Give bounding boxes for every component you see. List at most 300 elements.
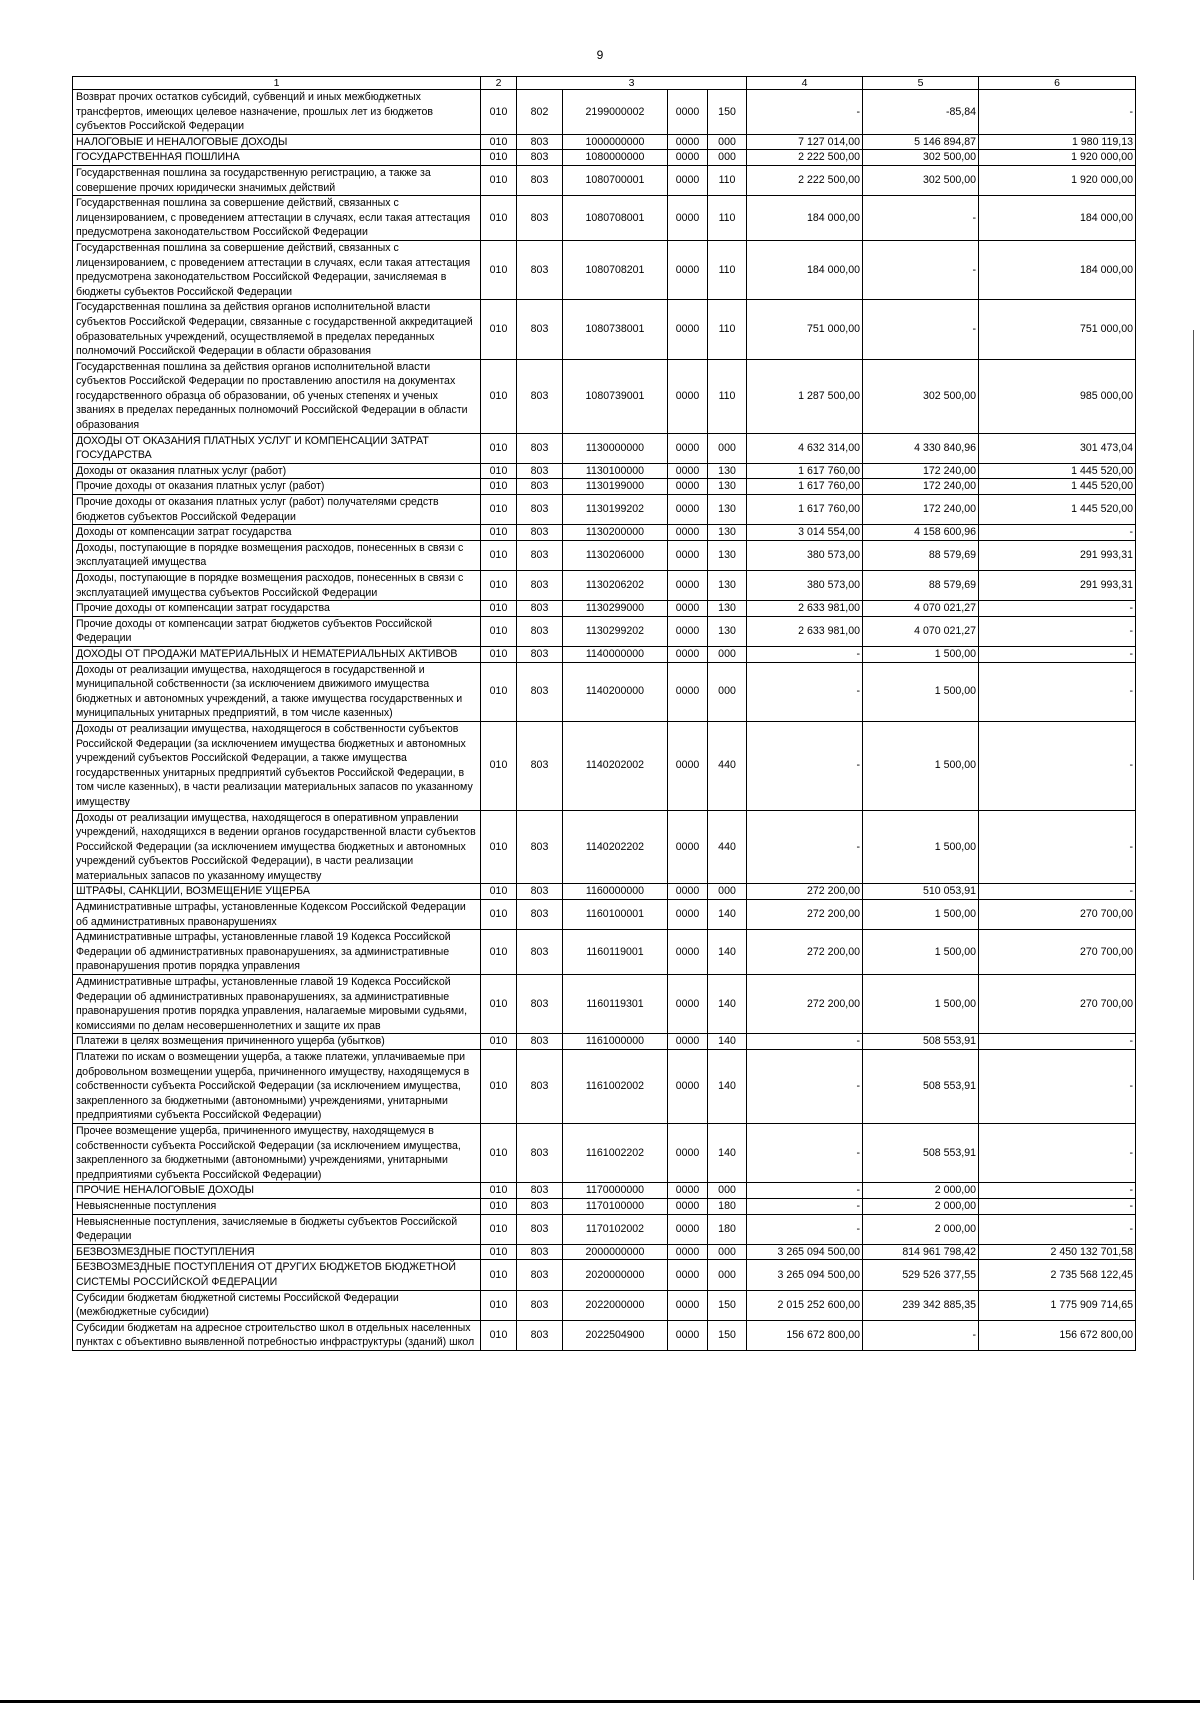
row-code-6-cell: 150 <box>708 1290 747 1320</box>
row-value-4-cell: - <box>747 1123 863 1182</box>
row-name-cell: БЕЗВОЗМЕЗДНЫЕ ПОСТУПЛЕНИЯ ОТ ДРУГИХ БЮДЖЕТОВ БЮДЖЕТНОЙ СИСТЕМЫ РОССИЙСКОЙ ФЕДЕРАЦИИ <box>73 1260 481 1290</box>
row-code-3-cell: 803 <box>517 1123 563 1182</box>
row-code-3-cell: 803 <box>517 196 563 241</box>
row-value-6-cell: 1 920 000,00 <box>979 165 1136 195</box>
row-code-5-cell: 0000 <box>668 1244 708 1260</box>
row-code-5-cell: 0000 <box>668 433 708 463</box>
row-value-5-cell: 4 070 021,27 <box>863 616 979 646</box>
row-name-cell: Государственная пошлина за действия органов исполнительной власти субъектов Российской Федерации по проставлению апостиля на документах государственного образца об образовании, об ученых степенях и ученых званиях в пределах переданных полномочий Российской Федерации в области образования <box>73 359 481 433</box>
row-value-6-cell: - <box>979 1123 1136 1182</box>
row-code-2-cell: 010 <box>481 616 517 646</box>
row-code-6-cell: 000 <box>708 662 747 721</box>
table-row <box>73 975 1136 1034</box>
row-code-3-cell: 803 <box>517 1214 563 1244</box>
row-code-2-cell: 010 <box>481 479 517 495</box>
row-code-6-cell: 000 <box>708 1260 747 1290</box>
table-row <box>73 90 1136 135</box>
row-code-5-cell: 0000 <box>668 1198 708 1214</box>
row-code-2-cell: 010 <box>481 463 517 479</box>
row-code-3-cell: 803 <box>517 134 563 150</box>
row-name-cell: Возврат прочих остатков субсидий, субвенций и иных межбюджетных трансфертов, имеющих целевое назначение, прошлых лет из бюджетов субъектов Российской Федерации <box>73 90 481 135</box>
row-code-5-cell: 0000 <box>668 1123 708 1182</box>
row-code-6-cell: 110 <box>708 165 747 195</box>
row-code-4-cell: 1130299202 <box>563 616 668 646</box>
row-value-6-cell: - <box>979 1050 1136 1124</box>
row-code-3-cell: 802 <box>517 90 563 135</box>
row-code-4-cell: 1140000000 <box>563 646 668 662</box>
row-code-3-cell: 803 <box>517 900 563 930</box>
row-name-cell: ПРОЧИЕ НЕНАЛОГОВЫЕ ДОХОДЫ <box>73 1183 481 1199</box>
table-row <box>73 165 1136 195</box>
row-name-cell: БЕЗВОЗМЕЗДНЫЕ ПОСТУПЛЕНИЯ <box>73 1244 481 1260</box>
row-code-5-cell: 0000 <box>668 601 708 617</box>
row-value-5-cell: - <box>863 300 979 359</box>
row-value-6-cell: 270 700,00 <box>979 975 1136 1034</box>
row-name-cell: НАЛОГОВЫЕ И НЕНАЛОГОВЫЕ ДОХОДЫ <box>73 134 481 150</box>
row-code-4-cell: 1140202202 <box>563 810 668 884</box>
row-code-4-cell: 1130200000 <box>563 525 668 541</box>
row-value-5-cell: 1 500,00 <box>863 662 979 721</box>
row-code-5-cell: 0000 <box>668 1214 708 1244</box>
row-code-5-cell: 0000 <box>668 150 708 166</box>
row-value-5-cell: 1 500,00 <box>863 721 979 810</box>
row-name-cell: Прочие доходы от оказания платных услуг (работ) <box>73 479 481 495</box>
row-value-5-cell: 508 553,91 <box>863 1050 979 1124</box>
row-value-4-cell: - <box>747 1214 863 1244</box>
row-value-6-cell: - <box>979 721 1136 810</box>
header-cell-col6: 6 <box>979 77 1136 90</box>
row-code-3-cell: 803 <box>517 1198 563 1214</box>
row-code-6-cell: 140 <box>708 900 747 930</box>
row-value-5-cell: 302 500,00 <box>863 165 979 195</box>
row-code-4-cell: 1080708001 <box>563 196 668 241</box>
row-name-cell: ГОСУДАРСТВЕННАЯ ПОШЛИНА <box>73 150 481 166</box>
header-cell-col4: 4 <box>747 77 863 90</box>
row-value-4-cell: 1 617 760,00 <box>747 479 863 495</box>
row-code-4-cell: 2020000000 <box>563 1260 668 1290</box>
row-code-6-cell: 440 <box>708 810 747 884</box>
row-code-5-cell: 0000 <box>668 646 708 662</box>
row-code-4-cell: 1130199000 <box>563 479 668 495</box>
row-code-6-cell: 110 <box>708 240 747 299</box>
row-value-5-cell: 4 330 840,96 <box>863 433 979 463</box>
row-value-4-cell: 272 200,00 <box>747 884 863 900</box>
row-value-6-cell: - <box>979 601 1136 617</box>
row-code-3-cell: 803 <box>517 1050 563 1124</box>
row-code-3-cell: 803 <box>517 601 563 617</box>
row-name-cell: Платежи по искам о возмещении ущерба, а также платежи, уплачиваемые при добровольном возмещении ущерба, причиненного имуществу, находящемуся в собственности субъекта Российской Федерации (за исключением имущества, закрепленного за бюджетными (автономными) учреждениями, унитарными предприятиями субъекта Российской Федерации) <box>73 1050 481 1124</box>
row-code-2-cell: 010 <box>481 571 517 601</box>
row-name-cell: Невыясненные поступления <box>73 1198 481 1214</box>
table-row <box>73 662 1136 721</box>
row-value-5-cell: 1 500,00 <box>863 646 979 662</box>
row-code-6-cell: 000 <box>708 646 747 662</box>
row-code-2-cell: 010 <box>481 884 517 900</box>
row-code-5-cell: 0000 <box>668 1290 708 1320</box>
row-code-3-cell: 803 <box>517 463 563 479</box>
row-code-4-cell: 1160100001 <box>563 900 668 930</box>
row-code-5-cell: 0000 <box>668 495 708 525</box>
row-name-cell: Невыясненные поступления, зачисляемые в бюджеты субъектов Российской Федерации <box>73 1214 481 1244</box>
row-code-2-cell: 010 <box>481 810 517 884</box>
row-value-5-cell: 1 500,00 <box>863 975 979 1034</box>
row-code-3-cell: 803 <box>517 646 563 662</box>
table-row <box>73 616 1136 646</box>
row-code-2-cell: 010 <box>481 930 517 975</box>
row-name-cell: Доходы от реализации имущества, находящегося в оперативном управлении учреждений, находящихся в ведении органов государственной власти субъектов Российской Федерации (за исключением имущества бюджетных и автономных учреждений субъектов Российской Федерации), в части реализации материальных запасов по указанному имуществу <box>73 810 481 884</box>
row-value-5-cell: 172 240,00 <box>863 463 979 479</box>
row-value-5-cell: - <box>863 1320 979 1350</box>
row-code-2-cell: 010 <box>481 495 517 525</box>
table-row <box>73 134 1136 150</box>
row-code-4-cell: 1161002202 <box>563 1123 668 1182</box>
row-code-6-cell: 180 <box>708 1214 747 1244</box>
table-row <box>73 359 1136 433</box>
row-value-6-cell: 2 735 568 122,45 <box>979 1260 1136 1290</box>
row-value-5-cell: 5 146 894,87 <box>863 134 979 150</box>
row-value-4-cell: - <box>747 1183 863 1199</box>
row-name-cell: Доходы, поступающие в порядке возмещения расходов, понесенных в связи с эксплуатацией имущества <box>73 540 481 570</box>
row-code-4-cell: 1160119301 <box>563 975 668 1034</box>
row-code-5-cell: 0000 <box>668 1034 708 1050</box>
row-value-6-cell: 291 993,31 <box>979 540 1136 570</box>
row-code-2-cell: 010 <box>481 1244 517 1260</box>
row-code-2-cell: 010 <box>481 1260 517 1290</box>
row-code-2-cell: 010 <box>481 150 517 166</box>
row-code-2-cell: 010 <box>481 975 517 1034</box>
row-code-5-cell: 0000 <box>668 196 708 241</box>
row-code-6-cell: 130 <box>708 463 747 479</box>
row-code-3-cell: 803 <box>517 1183 563 1199</box>
row-code-5-cell: 0000 <box>668 900 708 930</box>
row-code-4-cell: 1130000000 <box>563 433 668 463</box>
row-value-6-cell: - <box>979 1183 1136 1199</box>
table-row <box>73 479 1136 495</box>
row-code-2-cell: 010 <box>481 601 517 617</box>
row-name-cell: ДОХОДЫ ОТ ОКАЗАНИЯ ПЛАТНЫХ УСЛУГ И КОМПЕНСАЦИИ ЗАТРАТ ГОСУДАРСТВА <box>73 433 481 463</box>
table-row <box>73 463 1136 479</box>
row-value-6-cell: - <box>979 1198 1136 1214</box>
row-code-5-cell: 0000 <box>668 721 708 810</box>
table-row <box>73 540 1136 570</box>
row-code-3-cell: 803 <box>517 359 563 433</box>
row-value-5-cell: 814 961 798,42 <box>863 1244 979 1260</box>
row-code-3-cell: 803 <box>517 165 563 195</box>
row-value-6-cell: - <box>979 525 1136 541</box>
row-value-6-cell: 2 450 132 701,58 <box>979 1244 1136 1260</box>
row-code-4-cell: 1130206202 <box>563 571 668 601</box>
row-value-5-cell: 88 579,69 <box>863 571 979 601</box>
row-code-6-cell: 150 <box>708 1320 747 1350</box>
row-code-4-cell: 1140202002 <box>563 721 668 810</box>
row-value-6-cell: 1 980 119,13 <box>979 134 1136 150</box>
row-code-5-cell: 0000 <box>668 1260 708 1290</box>
row-value-6-cell: 184 000,00 <box>979 196 1136 241</box>
header-cell-col1: 1 <box>73 77 481 90</box>
row-code-3-cell: 803 <box>517 975 563 1034</box>
row-code-2-cell: 010 <box>481 540 517 570</box>
row-code-6-cell: 130 <box>708 495 747 525</box>
row-value-5-cell: 172 240,00 <box>863 495 979 525</box>
row-code-4-cell: 1170000000 <box>563 1183 668 1199</box>
row-value-5-cell: 529 526 377,55 <box>863 1260 979 1290</box>
row-code-4-cell: 2000000000 <box>563 1244 668 1260</box>
row-value-4-cell: - <box>747 646 863 662</box>
row-code-3-cell: 803 <box>517 1320 563 1350</box>
row-code-3-cell: 803 <box>517 930 563 975</box>
row-code-3-cell: 803 <box>517 1290 563 1320</box>
row-code-5-cell: 0000 <box>668 525 708 541</box>
row-value-4-cell: - <box>747 1034 863 1050</box>
row-name-cell: Административные штрафы, установленные главой 19 Кодекса Российской Федерации об административных правонарушениях, за административные правонарушения против порядка управления, налагаемые мировыми судьями, комиссиями по делам несовершеннолетних и защите их прав <box>73 975 481 1034</box>
table-row <box>73 1183 1136 1199</box>
row-name-cell: Доходы от реализации имущества, находящегося в собственности субъектов Российской Федерации (за исключением имущества бюджетных и автономных учреждений субъектов Российской Федерации, а также имущества государственных унитарных предприятий субъектов Российской Федерации, в том числе казенных), в части реализации материальных запасов по указанному имуществу <box>73 721 481 810</box>
row-code-2-cell: 010 <box>481 1214 517 1244</box>
table-row <box>73 1290 1136 1320</box>
row-name-cell: Государственная пошлина за государственную регистрацию, а также за совершение прочих юридически значимых действий <box>73 165 481 195</box>
row-code-6-cell: 140 <box>708 1123 747 1182</box>
row-code-5-cell: 0000 <box>668 616 708 646</box>
row-code-5-cell: 0000 <box>668 975 708 1034</box>
budget-table <box>72 76 1136 1351</box>
row-code-2-cell: 010 <box>481 165 517 195</box>
row-code-6-cell: 110 <box>708 300 747 359</box>
row-code-2-cell: 010 <box>481 662 517 721</box>
row-code-4-cell: 1170100000 <box>563 1198 668 1214</box>
row-value-4-cell: 184 000,00 <box>747 196 863 241</box>
table-row <box>73 525 1136 541</box>
row-value-5-cell: -85,84 <box>863 90 979 135</box>
row-name-cell: Прочие доходы от оказания платных услуг (работ) получателями средств бюджетов субъектов Российской Федерации <box>73 495 481 525</box>
row-name-cell: Государственная пошлина за совершение действий, связанных с лицензированием, с проведением аттестации в случаях, если такая аттестация предусмотрена законодательством Российской Федерации <box>73 196 481 241</box>
row-code-4-cell: 1130100000 <box>563 463 668 479</box>
row-name-cell: Прочие доходы от компенсации затрат государства <box>73 601 481 617</box>
row-code-6-cell: 000 <box>708 1183 747 1199</box>
row-name-cell: Прочие доходы от компенсации затрат бюджетов субъектов Российской Федерации <box>73 616 481 646</box>
row-value-4-cell: - <box>747 662 863 721</box>
row-value-6-cell: 156 672 800,00 <box>979 1320 1136 1350</box>
row-value-6-cell: 1 445 520,00 <box>979 495 1136 525</box>
row-name-cell: Государственная пошлина за действия органов исполнительной власти субъектов Российской Федерации, связанные с государственной аккредитацией образовательных учреждений, осуществляемой в пределах переданных полномочий Российской Федерации в области образования <box>73 300 481 359</box>
header-cell-col5: 5 <box>863 77 979 90</box>
row-code-5-cell: 0000 <box>668 359 708 433</box>
row-code-3-cell: 803 <box>517 571 563 601</box>
header-row <box>73 77 1136 90</box>
row-value-5-cell: 302 500,00 <box>863 359 979 433</box>
row-code-4-cell: 1161000000 <box>563 1034 668 1050</box>
row-value-4-cell: 380 573,00 <box>747 571 863 601</box>
row-code-4-cell: 2022504900 <box>563 1320 668 1350</box>
row-value-5-cell: 1 500,00 <box>863 930 979 975</box>
row-value-4-cell: 272 200,00 <box>747 975 863 1034</box>
row-code-3-cell: 803 <box>517 884 563 900</box>
row-name-cell: Административные штрафы, установленные главой 19 Кодекса Российской Федерации об административных правонарушениях, за административные правонарушения против порядка управления <box>73 930 481 975</box>
row-code-5-cell: 0000 <box>668 479 708 495</box>
row-code-6-cell: 130 <box>708 540 747 570</box>
row-value-5-cell: 239 342 885,35 <box>863 1290 979 1320</box>
row-name-cell: Доходы от оказания платных услуг (работ) <box>73 463 481 479</box>
row-name-cell: Платежи в целях возмещения причиненного ущерба (убытков) <box>73 1034 481 1050</box>
row-name-cell: ШТРАФЫ, САНКЦИИ, ВОЗМЕЩЕНИЕ УЩЕРБА <box>73 884 481 900</box>
row-code-2-cell: 010 <box>481 646 517 662</box>
row-code-6-cell: 180 <box>708 1198 747 1214</box>
row-value-6-cell: - <box>979 646 1136 662</box>
row-value-6-cell: 985 000,00 <box>979 359 1136 433</box>
row-value-4-cell: 2 222 500,00 <box>747 165 863 195</box>
row-value-4-cell: 272 200,00 <box>747 930 863 975</box>
table-row <box>73 1320 1136 1350</box>
row-code-6-cell: 130 <box>708 571 747 601</box>
row-value-5-cell: 508 553,91 <box>863 1034 979 1050</box>
row-value-6-cell: - <box>979 662 1136 721</box>
row-value-4-cell: 4 632 314,00 <box>747 433 863 463</box>
row-code-4-cell: 1000000000 <box>563 134 668 150</box>
row-code-2-cell: 010 <box>481 525 517 541</box>
row-value-6-cell: 1 775 909 714,65 <box>979 1290 1136 1320</box>
row-code-3-cell: 803 <box>517 479 563 495</box>
row-code-3-cell: 803 <box>517 1034 563 1050</box>
row-code-6-cell: 130 <box>708 479 747 495</box>
row-code-5-cell: 0000 <box>668 662 708 721</box>
row-value-6-cell: - <box>979 884 1136 900</box>
row-value-4-cell: 380 573,00 <box>747 540 863 570</box>
row-value-4-cell: 184 000,00 <box>747 240 863 299</box>
row-code-3-cell: 803 <box>517 810 563 884</box>
row-code-6-cell: 130 <box>708 525 747 541</box>
row-value-6-cell: - <box>979 1034 1136 1050</box>
row-value-4-cell: - <box>747 721 863 810</box>
row-value-5-cell: 2 000,00 <box>863 1214 979 1244</box>
row-value-5-cell: 4 070 021,27 <box>863 601 979 617</box>
row-code-5-cell: 0000 <box>668 1320 708 1350</box>
row-value-6-cell: - <box>979 1214 1136 1244</box>
row-code-6-cell: 000 <box>708 150 747 166</box>
row-name-cell: Доходы от компенсации затрат государства <box>73 525 481 541</box>
table-row <box>73 646 1136 662</box>
row-value-4-cell: - <box>747 90 863 135</box>
row-name-cell: Административные штрафы, установленные Кодексом Российской Федерации об административных правонарушениях <box>73 900 481 930</box>
row-name-cell: Прочее возмещение ущерба, причиненного имуществу, находящемуся в собственности субъекта Российской Федерации (за исключением имущества, закрепленного за бюджетными (автономными) учреждениями, унитарными предприятиями субъекта Российской Федерации) <box>73 1123 481 1182</box>
row-value-5-cell: 1 500,00 <box>863 810 979 884</box>
table-row <box>73 601 1136 617</box>
row-code-6-cell: 000 <box>708 433 747 463</box>
header-cell-col2: 2 <box>481 77 517 90</box>
table-row <box>73 1123 1136 1182</box>
row-value-5-cell: 2 000,00 <box>863 1198 979 1214</box>
row-value-6-cell: 184 000,00 <box>979 240 1136 299</box>
row-code-6-cell: 140 <box>708 975 747 1034</box>
row-value-5-cell: 4 158 600,96 <box>863 525 979 541</box>
row-code-3-cell: 803 <box>517 240 563 299</box>
row-code-4-cell: 2022000000 <box>563 1290 668 1320</box>
row-value-6-cell: 1 445 520,00 <box>979 463 1136 479</box>
row-code-4-cell: 1080708201 <box>563 240 668 299</box>
table-row <box>73 900 1136 930</box>
row-code-2-cell: 010 <box>481 1183 517 1199</box>
row-code-4-cell: 1160000000 <box>563 884 668 900</box>
row-code-5-cell: 0000 <box>668 540 708 570</box>
table-row <box>73 1034 1136 1050</box>
row-code-2-cell: 010 <box>481 721 517 810</box>
row-code-5-cell: 0000 <box>668 90 708 135</box>
row-code-2-cell: 010 <box>481 300 517 359</box>
row-code-6-cell: 130 <box>708 616 747 646</box>
row-code-6-cell: 140 <box>708 1050 747 1124</box>
row-value-5-cell: - <box>863 240 979 299</box>
row-value-6-cell: 1 920 000,00 <box>979 150 1136 166</box>
row-code-3-cell: 803 <box>517 721 563 810</box>
row-code-5-cell: 0000 <box>668 1050 708 1124</box>
row-code-4-cell: 1080739001 <box>563 359 668 433</box>
row-value-5-cell: 1 500,00 <box>863 900 979 930</box>
row-value-4-cell: 2 015 252 600,00 <box>747 1290 863 1320</box>
header-cell-col3: 3 <box>517 77 747 90</box>
table-row <box>73 150 1136 166</box>
table-row <box>73 1260 1136 1290</box>
row-code-5-cell: 0000 <box>668 134 708 150</box>
row-code-2-cell: 010 <box>481 1123 517 1182</box>
row-value-4-cell: 2 633 981,00 <box>747 616 863 646</box>
row-code-4-cell: 1161002002 <box>563 1050 668 1124</box>
row-value-6-cell: - <box>979 616 1136 646</box>
row-code-4-cell: 1080700001 <box>563 165 668 195</box>
table-row <box>73 196 1136 241</box>
row-code-3-cell: 803 <box>517 300 563 359</box>
row-code-4-cell: 1170102002 <box>563 1214 668 1244</box>
row-value-4-cell: 3 265 094 500,00 <box>747 1260 863 1290</box>
row-value-4-cell: 1 617 760,00 <box>747 463 863 479</box>
row-code-5-cell: 0000 <box>668 240 708 299</box>
row-value-5-cell: 88 579,69 <box>863 540 979 570</box>
row-value-5-cell: 2 000,00 <box>863 1183 979 1199</box>
row-value-5-cell: 302 500,00 <box>863 150 979 166</box>
row-value-4-cell: 156 672 800,00 <box>747 1320 863 1350</box>
row-code-2-cell: 010 <box>481 134 517 150</box>
row-code-3-cell: 803 <box>517 1244 563 1260</box>
row-code-6-cell: 110 <box>708 196 747 241</box>
row-value-6-cell: - <box>979 810 1136 884</box>
row-name-cell: ДОХОДЫ ОТ ПРОДАЖИ МАТЕРИАЛЬНЫХ И НЕМАТЕРИАЛЬНЫХ АКТИВОВ <box>73 646 481 662</box>
page-number: 9 <box>596 48 604 62</box>
table-row <box>73 1244 1136 1260</box>
row-code-5-cell: 0000 <box>668 571 708 601</box>
row-value-5-cell: 172 240,00 <box>863 479 979 495</box>
row-value-4-cell: 3 265 094 500,00 <box>747 1244 863 1260</box>
row-value-6-cell: 270 700,00 <box>979 930 1136 975</box>
row-code-4-cell: 2199000002 <box>563 90 668 135</box>
row-value-5-cell: 510 053,91 <box>863 884 979 900</box>
row-code-3-cell: 803 <box>517 616 563 646</box>
row-code-5-cell: 0000 <box>668 165 708 195</box>
row-value-5-cell: 508 553,91 <box>863 1123 979 1182</box>
row-code-2-cell: 010 <box>481 196 517 241</box>
row-code-3-cell: 803 <box>517 525 563 541</box>
table-row <box>73 571 1136 601</box>
table-row <box>73 433 1136 463</box>
row-code-3-cell: 803 <box>517 433 563 463</box>
row-name-cell: Доходы, поступающие в порядке возмещения расходов, понесенных в связи с эксплуатацией имущества субъектов Российской Федерации <box>73 571 481 601</box>
row-code-2-cell: 010 <box>481 900 517 930</box>
table-row <box>73 240 1136 299</box>
row-value-5-cell: - <box>863 196 979 241</box>
table-row <box>73 300 1136 359</box>
row-code-6-cell: 000 <box>708 134 747 150</box>
row-code-3-cell: 803 <box>517 540 563 570</box>
row-value-6-cell: 1 445 520,00 <box>979 479 1136 495</box>
row-code-6-cell: 140 <box>708 1034 747 1050</box>
row-code-2-cell: 010 <box>481 90 517 135</box>
row-value-4-cell: 272 200,00 <box>747 900 863 930</box>
